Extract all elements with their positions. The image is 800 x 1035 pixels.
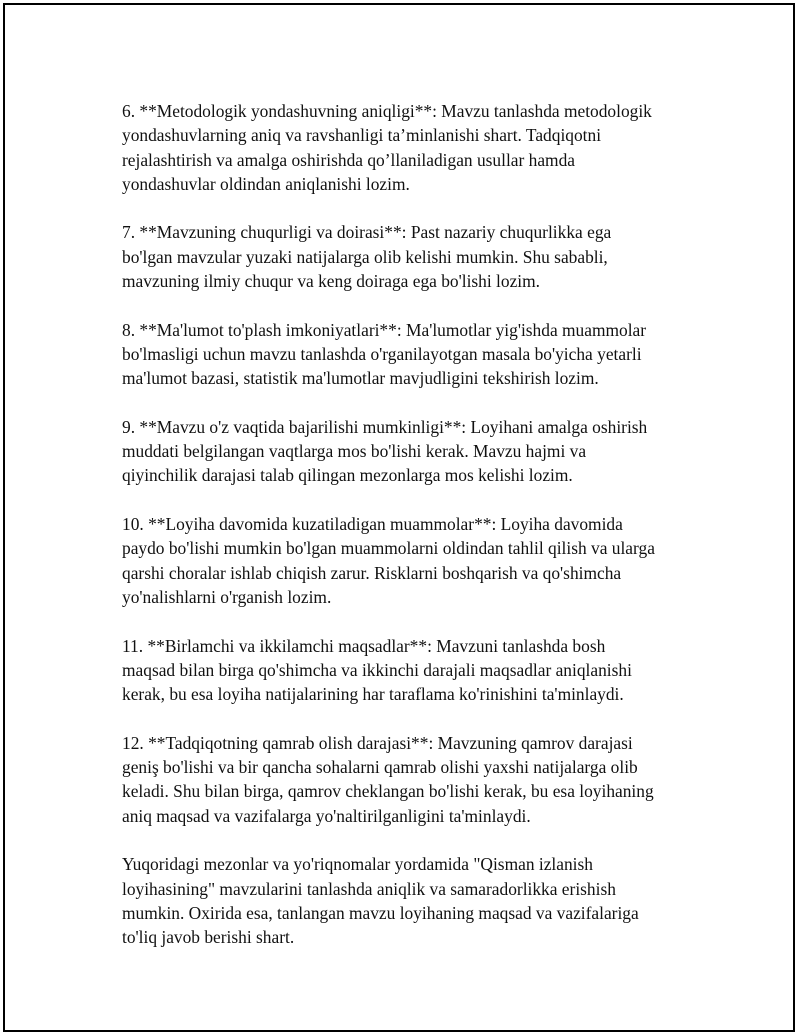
text-line: loyihasining" mavzularini tanlashda aniqlik va samaradorlikka erishish — [122, 878, 616, 899]
paragraph-criterion-12 — [122, 731, 702, 828]
text-line: 10. **Loyiha davomida kuzatiladigan muammolar**: Loyiha davomida — [122, 514, 623, 535]
text-line: maqsad bilan birga qo'shimcha va ikkinchi darajali maqsadlar aniqlanishi — [122, 659, 632, 680]
text-line: 8. **Ma'lumot to'plash imkoniyatlari**: Ma'lumotlar yig'ishda muammolar — [122, 319, 647, 340]
paragraph-criterion-11 — [122, 634, 702, 707]
paragraph-criterion-7 — [122, 220, 702, 293]
text-line: 12. **Tadqiqotning qamrab olish darajasi**: Mavzuning qamrov darajasi — [122, 732, 633, 753]
text-line: mavzuning ilmiy chuqur va keng doiraga ega bo'lishi lozim. — [122, 271, 540, 292]
text-line: bo'lmasligi uchun mavzu tanlashda o'rganilayotgan masala bo'yicha yetarli — [122, 343, 642, 364]
text-line: bo'lgan mavzular yuzaki natijalarga olib kelishi mumkin. Shu sababli, — [122, 246, 608, 267]
text-line: paydo bo'lishi mumkin bo'lgan muammolarni oldindan tahlil qilish va ularga — [122, 538, 655, 559]
text-line: to'liq javob berishi shart. — [122, 927, 295, 948]
text-line: 6. **Metodologik yondashuvning aniqligi**: Mavzu tanlashda metodologik — [122, 101, 652, 121]
text-line: geniş bo'lishi va bir qancha sohalarni qamrab olishi yaxshi natijalarga olib — [122, 757, 638, 778]
text-line: kerak, bu esa loyiha natijalarining har taraflama ko'rinishini ta'minlaydi. — [122, 684, 624, 705]
text-line: rejalashtirish va amalga oshirishda qo’llaniladigan usullar hamda — [122, 149, 575, 170]
text-line: qarshi choralar ishlab chiqish zarur. Risklarni boshqarish va qo'shimcha — [122, 562, 622, 583]
text-line: yondashuvlarning aniq va ravshanligi ta’minlanishi shart. Tadqiqotni — [122, 125, 602, 146]
text-line: yo'nalishlarni o'rganish lozim. — [122, 586, 332, 607]
paragraph-criterion-8 — [122, 318, 702, 391]
document-body — [122, 99, 702, 974]
text-line: yondashuvlar oldindan aniqlanishi lozim. — [122, 173, 410, 194]
paragraph-criterion-10 — [122, 512, 702, 609]
text-line: muddati belgilangan vaqtlarga mos bo'lishi kerak. Mavzu hajmi va — [122, 441, 587, 462]
text-line: ma'lumot bazasi, statistik ma'lumotlar mavjudligini tekshirish lozim. — [122, 368, 599, 389]
text-line: 7. **Mavzuning chuqurligi va doirasi**: Past nazariy chuqurlikka ega — [122, 222, 612, 243]
text-line: aniq maqsad va vazifalarga yo'naltirilganligini ta'minlaydi. — [122, 805, 531, 826]
text-line: 11. **Birlamchi va ikkilamchi maqsadlar**: Mavzuni tanlashda bosh — [122, 635, 606, 656]
paragraph-conclusion — [122, 852, 702, 949]
text-line: Yuqoridagi mezonlar va yo'riqnomalar yordamida "Qisman izlanish — [122, 854, 593, 875]
text-line: qiyinchilik darajasi talab qilingan mezonlarga mos kelishi lozim. — [122, 465, 573, 486]
text-line: mumkin. Oxirida esa, tanlangan mavzu loyihaning maqsad va vazifalariga — [122, 902, 639, 923]
page-frame — [3, 3, 795, 1032]
paragraph-criterion-6 — [122, 99, 702, 196]
text-line: 9. **Mavzu o'z vaqtida bajarilishi mumkinligi**: Loyihani amalga oshirish — [122, 416, 648, 437]
paragraph-criterion-9 — [122, 415, 702, 488]
text-line: keladi. Shu bilan birga, qamrov cheklangan bo'lishi kerak, bu esa loyihaning — [122, 781, 654, 802]
